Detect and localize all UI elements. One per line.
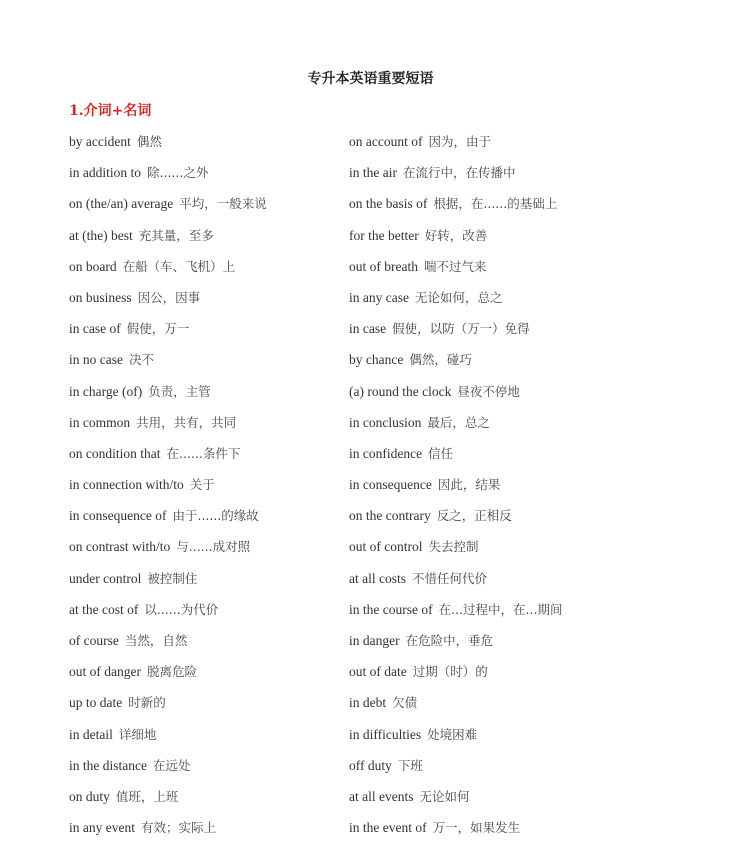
phrase-english: in common [69, 414, 131, 430]
phrase-entry [349, 783, 719, 814]
page-title: 专升本英语重要短语 [307, 71, 434, 87]
phrase-chinese: 脱离危险 [146, 664, 197, 680]
phrase-english: in detail [69, 726, 113, 742]
phrase-chinese: 因公，因事 [137, 289, 201, 305]
phrase-chinese: 充其量，至多 [138, 227, 214, 243]
phrase-entry [349, 596, 719, 627]
phrase-english: under control [69, 570, 142, 586]
phrase-english: on board [69, 258, 117, 274]
phrase-english: in charge (of) [69, 383, 143, 399]
phrase-entry [69, 533, 339, 564]
phrase-chinese: 负责，主管 [148, 383, 211, 399]
phrase-chinese: 与......成对照 [176, 539, 251, 555]
phrase-english: in connection with/to [69, 477, 184, 493]
phrase-english: out of breath [349, 258, 418, 274]
phrase-entry [69, 721, 339, 752]
phrase-english: in the air [349, 165, 397, 181]
phrase-entry [349, 346, 719, 377]
phrase-english: on condition that [69, 445, 161, 461]
phrase-column-left [69, 128, 339, 845]
phrase-english: at all events [349, 788, 414, 804]
phrase-english: in consequence of [69, 508, 167, 524]
phrase-entry [349, 253, 719, 284]
phrase-english: for the better [349, 227, 419, 243]
phrase-english: in danger [349, 633, 400, 648]
phrase-english: out of control [349, 539, 423, 555]
phrase-entry [349, 627, 719, 658]
phrase-english: at all costs [349, 570, 406, 586]
phrase-chinese: 假使，以防（万一）免得 [392, 321, 530, 337]
phrase-chinese: 值班，上班 [115, 788, 179, 804]
phrase-english: in the event of [349, 820, 427, 836]
phrase-english: in the course of [349, 601, 433, 617]
phrase-entry [69, 783, 339, 814]
phrase-chinese: 失去控制 [428, 539, 479, 555]
phrase-english: by chance [349, 352, 404, 368]
phrase-entry [349, 689, 719, 720]
phrase-entry [69, 409, 339, 440]
phrase-chinese: 在危险中，垂危 [405, 633, 494, 648]
phrase-english: in debt [349, 695, 387, 711]
phrase-english: on account of [349, 134, 423, 149]
phrase-chinese: 时新的 [128, 695, 166, 711]
phrase-chinese: 过期（时）的 [412, 664, 488, 680]
phrase-entry [69, 565, 339, 596]
phrase-entry [349, 284, 719, 315]
phrase-english: in no case [69, 352, 123, 368]
phrase-english: out of danger [69, 664, 141, 680]
phrase-chinese: 除......之外 [147, 165, 209, 181]
phrase-chinese: 处境困难 [427, 726, 478, 742]
phrase-english: in any case [349, 289, 409, 305]
phrase-chinese: 好转，改善 [424, 227, 488, 243]
phrase-chinese: 在流行中，在传播中 [402, 165, 516, 181]
phrase-entry [69, 346, 339, 377]
phrase-chinese: 有效；实际上 [140, 820, 216, 836]
phrase-chinese: 以......为代价 [144, 601, 219, 617]
phrase-chinese: 在远处 [152, 757, 191, 773]
phrase-entry [349, 128, 719, 159]
phrase-chinese: 被控制住 [147, 570, 198, 586]
phrase-english: on business [69, 289, 132, 305]
phrase-english: in any event [69, 820, 135, 836]
phrase-entry [349, 658, 719, 689]
phrase-english: up to date [69, 695, 123, 711]
phrase-entry [349, 752, 719, 783]
phrase-english: of course [69, 633, 119, 648]
phrase-chinese: 昼夜不停地 [457, 383, 520, 399]
phrase-entry [69, 315, 339, 346]
phrase-english: in addition to [69, 165, 141, 181]
phrase-chinese: 无论如何 [419, 788, 470, 804]
phrase-entry [349, 502, 719, 533]
phrase-chinese: 万一，如果发生 [432, 820, 521, 836]
phrase-entry [349, 440, 719, 471]
phrase-entry [69, 128, 339, 159]
phrase-chinese: 假使，万一 [126, 321, 190, 337]
phrase-entry [349, 315, 719, 346]
phrase-english: in case [349, 321, 387, 337]
phrase-entry [69, 253, 339, 284]
phrase-chinese: 在......条件下 [166, 445, 241, 461]
phrase-entry [349, 190, 719, 221]
phrase-chinese: 信任 [428, 445, 454, 461]
phrase-english: at the cost of [69, 601, 139, 617]
phrase-entry [349, 565, 719, 596]
phrase-entry [69, 689, 339, 720]
phrase-entry [349, 533, 719, 564]
phrase-english: at (the) best [69, 227, 133, 243]
section-heading: 1.介词+名词 [69, 103, 152, 119]
phrase-chinese: 在船（车、飞机）上 [122, 258, 236, 274]
phrase-chinese: 欠债 [392, 695, 418, 711]
phrase-chinese: 无论如何，总之 [414, 289, 503, 305]
phrase-english: on duty [69, 788, 110, 804]
phrase-english: by accident [69, 134, 131, 149]
phrase-entry [69, 471, 339, 502]
phrase-chinese: 当然，自然 [124, 633, 188, 648]
phrase-chinese: 共用，共有，共同 [136, 414, 237, 430]
phrase-english: in case of [69, 321, 121, 337]
phrase-entry [69, 814, 339, 845]
phrase-english: (a) round the clock [349, 383, 452, 399]
phrase-chinese: 反之，正相反 [436, 508, 512, 524]
phrase-entry [349, 471, 719, 502]
phrase-chinese: 关于 [189, 477, 215, 493]
phrase-chinese: 由于......的缘故 [172, 508, 259, 524]
phrase-english: on (the/an) average [69, 196, 174, 212]
phrase-english: in difficulties [349, 726, 422, 742]
phrase-english: in the distance [69, 757, 147, 773]
phrase-english: off duty [349, 757, 392, 773]
phrase-chinese: 因为，由于 [428, 134, 491, 149]
phrase-entry [349, 159, 719, 190]
phrase-entry [69, 596, 339, 627]
phrase-entry [69, 378, 339, 409]
phrase-entry [349, 378, 719, 409]
phrase-entry [349, 409, 719, 440]
phrase-chinese: 偶然 [136, 134, 162, 149]
phrase-english: in consequence [349, 477, 432, 493]
phrase-chinese: 详细地 [118, 726, 157, 742]
phrase-chinese: 平均，一般来说 [179, 196, 267, 212]
phrase-entry [69, 752, 339, 783]
phrase-entry [69, 502, 339, 533]
phrase-chinese: 在...过程中，在...期间 [438, 601, 563, 617]
phrase-chinese: 喘不过气来 [423, 258, 487, 274]
phrase-english: in confidence [349, 445, 423, 461]
phrase-chinese: 不惜任何代价 [412, 570, 488, 586]
phrase-english: on the contrary [349, 508, 431, 524]
phrase-entry [69, 222, 339, 253]
phrase-chinese: 下班 [397, 757, 423, 773]
phrase-chinese: 决不 [128, 352, 154, 368]
phrase-entry [349, 814, 719, 845]
phrase-entry [349, 721, 719, 752]
phrase-entry [69, 284, 339, 315]
phrase-chinese: 根据，在......的基础上 [433, 196, 558, 212]
phrase-entry [69, 159, 339, 190]
phrase-entry [69, 658, 339, 689]
phrase-chinese: 偶然，碰巧 [409, 352, 472, 368]
phrase-english: in conclusion [349, 414, 422, 430]
phrase-column-right [349, 128, 719, 845]
phrase-entry [349, 222, 719, 253]
phrase-entry [69, 440, 339, 471]
phrase-english: out of date [349, 664, 407, 680]
phrase-entry [69, 627, 339, 658]
phrase-english: on the basis of [349, 196, 428, 212]
phrase-entry [69, 190, 339, 221]
phrase-english: on contrast with/to [69, 539, 171, 555]
phrase-chinese: 最后，总之 [427, 414, 490, 430]
phrase-chinese: 因此，结果 [437, 477, 501, 493]
